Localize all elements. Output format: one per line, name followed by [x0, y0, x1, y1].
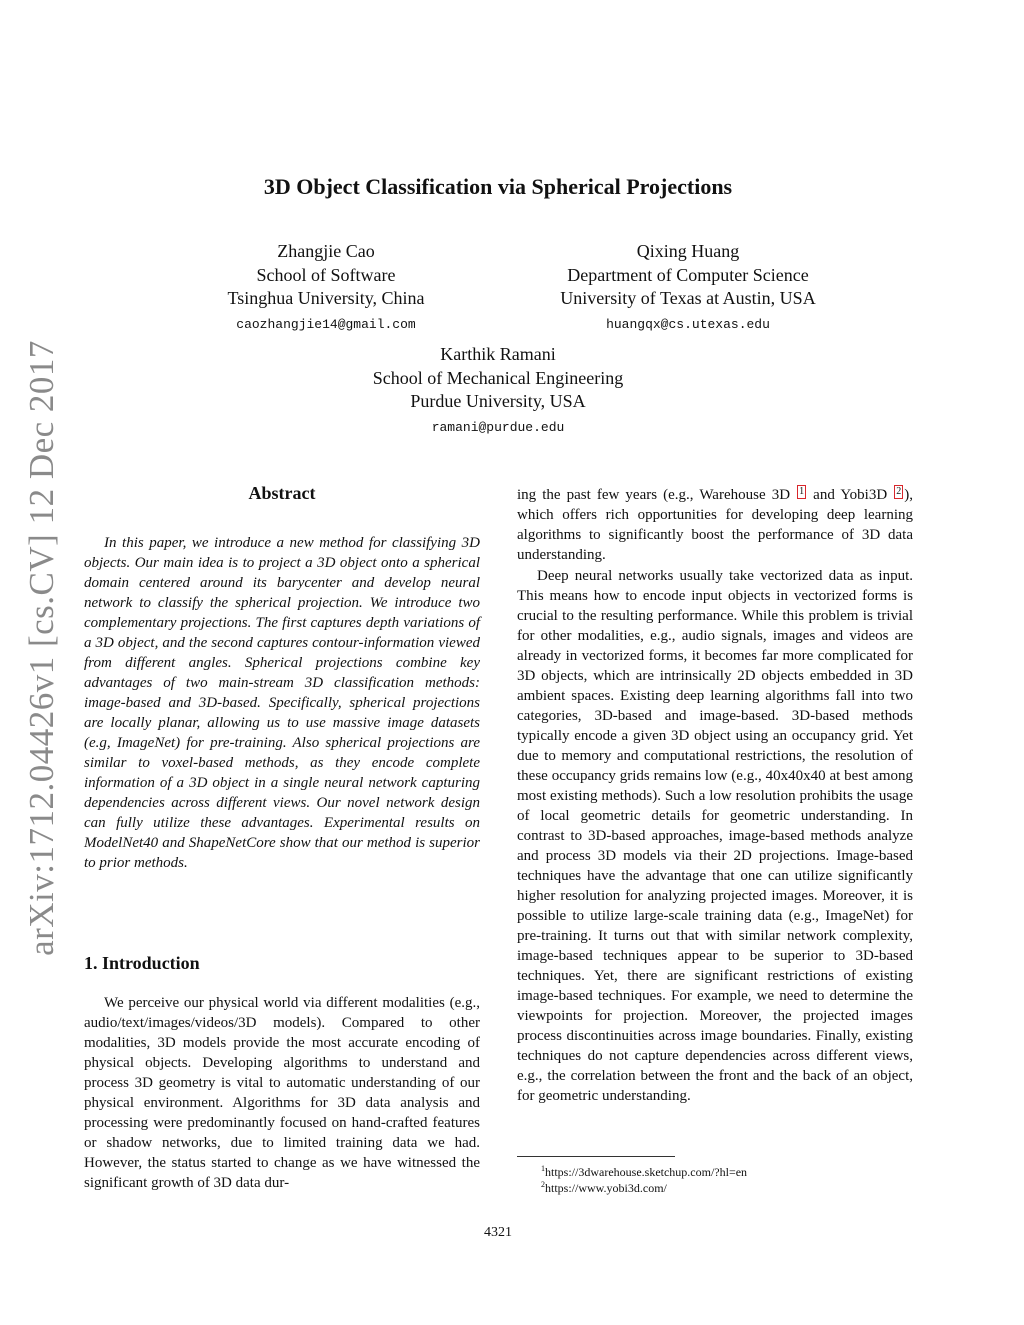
author-block	[288, 343, 708, 442]
footnote-link-2[interactable]: 2	[896, 486, 902, 497]
author-email[interactable]: caozhangjie14@gmail.com	[236, 316, 416, 332]
paper-title: 3D Object Classification via Spherical Projections	[263, 174, 733, 199]
introduction-heading: 1. Introduction	[84, 953, 200, 973]
author-name: Qixing Huang	[636, 241, 740, 261]
intro-paragraph-2: Deep neural networks usually take vectorized data as input. This means how to encode input objects in vectorized forms is crucial to the resulting performance. While this problem is trivial for other modalities, e.g., audio signals, images and videos are already in vectorized forms, it becomes far more complicated for 3D objects, which are intrinsically 2D objects embedded in 3D ambient spaces. Existing deep learning algorithms fall into two categories, 3D-based and image-based. 3D-based methods typically encode a given 3D object using an occupancy grid. Yet due to memory and computational restrictions, the resolution of these occupancy grids remains low (e.g., 40x40x40 at best among most existing methods). Such a low resolution prohibits the usage of local geometric details for geometric understanding. In contrast to 3D-based approaches, image-based methods analyze and process 3D models via their 2D projections. Image-based techniques have the advantage that one can utilize significantly higher resolution for analyzing projected images. Moreover, it is possible to utilize large-scale training data (e.g., ImageNet) for pre-training. It turns out that with similar network complexity, image-based techniques appear to be superior to 3D-based techniques. Yet, there are significant restrictions of existing image-based techniques. For example, we need to determine the viewpoints for projection. Moreover, the projected images process discontinuities across image boundaries. Finally, existing techniques do not capture dependencies across different views, e.g., the correlation between the front and the back of an object, for geometric understanding.	[517, 568, 913, 1104]
intro-paragraph-1-continued: ing the past few years (e.g., Warehouse 3D 1 and Yobi3D 2 ), which offers rich opportunities for developing deep learning algorithms to significantly boost the performance of 3D data understanding.	[517, 486, 914, 563]
author-block	[478, 240, 898, 339]
author-institution: Tsinghua University, China	[227, 288, 425, 308]
author-block	[176, 240, 476, 339]
footnote-url[interactable]: https://3dwarehouse.sketchup.com/?hl=en	[545, 1165, 748, 1179]
author-email[interactable]: huangqx@cs.utexas.edu	[606, 316, 770, 332]
author-name: Zhangjie Cao	[277, 241, 375, 261]
arxiv-identifier: arXiv:1712.04426v1 [cs.CV] 12 Dec 2017	[22, 340, 62, 956]
abstract-text: In this paper, we introduce a new method for classifying 3D objects. Our main idea is to project a 3D object onto a spherical domain centered around its barycenter and develop neural network to classify the spherical projection. We introduce two complementary projections. The first captures depth variations of a 3D object, and the second captures contour-information viewed from different angles. Spherical projections combine key advantages of two main-stream 3D classification methods: image-based and 3D-based. Specifically, spherical projections are locally planar, allowing us to use massive image datasets (e.g, ImageNet) for pre-training. Also spherical projections are similar to voxel-based methods, as they encode complete information of a 3D object in a single neural network capturing dependencies across different views. Our novel network design can fully utilize these advantages. Experimental results on ModelNet40 and ShapeNetCore show that our method is superior to prior methods.	[84, 535, 480, 871]
page-number: 4321	[484, 1225, 512, 1240]
footnote-2: $^2$https://www.yobi3d.com/	[541, 1180, 667, 1195]
intro-paragraph-1: We perceive our physical world via different modalities (e.g., audio/text/images/videos/3D models). Compared to other modalities, 3D models provide the most accurate encoding of physical objects. Developing algorithms to understand and process 3D geometry is vital to automatic understanding of our physical environment. Algorithms for 3D data analysis and processing were predominantly focused on hand-crafted features or shadow networks, due to limited training data we had. However, the status started to change as we have witnessed the significant growth of 3D data dur-	[84, 995, 480, 1191]
author-name: Karthik Ramani	[440, 344, 556, 364]
author-affiliation: Department of Computer Science	[567, 264, 809, 285]
footnote-1: $^1$https://3dwarehouse.sketchup.com/?hl=en	[541, 1164, 748, 1179]
author-institution: University of Texas at Austin, USA	[560, 288, 816, 308]
author-institution: Purdue University, USA	[410, 391, 586, 411]
author-affiliation: School of Software	[256, 264, 396, 285]
footnote-url[interactable]: https://www.yobi3d.com/	[545, 1181, 667, 1195]
abstract-heading: Abstract	[248, 483, 316, 503]
footnote-divider	[517, 1156, 675, 1157]
author-email[interactable]: ramani@purdue.edu	[431, 419, 565, 435]
author-affiliation: School of Mechanical Engineering	[372, 367, 624, 388]
footnote-link-1[interactable]: 1	[799, 486, 805, 497]
